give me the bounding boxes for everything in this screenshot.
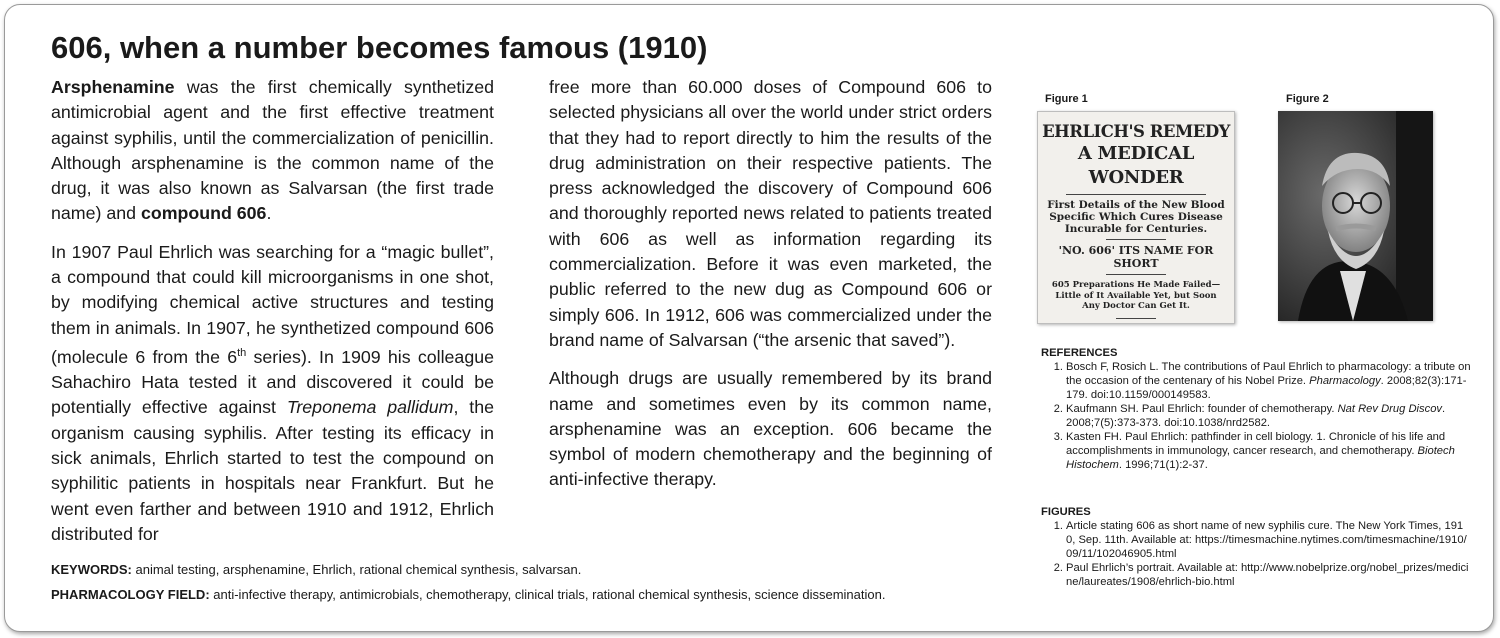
bold-term: compound 606 xyxy=(140,203,267,224)
reference-text: . 2008;7(5):373-373. doi:10.1038/nrd2582. xyxy=(1066,403,1446,429)
divider xyxy=(1116,318,1156,319)
paragraph-text: In 1907 Paul Ehrlich was searching for a “magic bullet”, a compound that could kill microorganisms in one shot, by modifying chemical active structures and testing them in animals. In 1907, he synthetized compound 606 (molecule 6 from the 6 xyxy=(51,241,494,367)
references-heading: REFERENCES xyxy=(1041,347,1118,359)
clipping-headline-1: EHRLICH'S REMEDY xyxy=(1042,122,1230,141)
clipping-line: Any Doctor Can Get It. xyxy=(1082,301,1190,311)
text-column-middle xyxy=(549,75,992,506)
journal-name: Nat Rev Drug Discov xyxy=(1337,403,1443,415)
reference-item xyxy=(1066,430,1471,472)
text-column-left xyxy=(51,75,494,560)
clipping-line: 605 Preparations He Made Failed— xyxy=(1051,280,1221,290)
references-list xyxy=(1041,360,1471,472)
clipping-subhead xyxy=(1038,199,1234,235)
figure-source-item: 2. Paul Ehrlich’s portrait. Available at: http://www.nobelprize.org/nobel_prizes/medicine/laureates/1908/ehrlich-bio.html xyxy=(1066,561,1471,589)
reference-text: . 1996;71(1):2-37. xyxy=(1118,459,1208,471)
figures-section xyxy=(1041,505,1471,589)
paragraph-text: was the first chemically synthetized antimicrobial agent and the first effective treatment against syphilis, until the commercialization of penicillin. Although arsphenamine is the common name of the drug, it was also known as Salvarsan (the first trade name) and xyxy=(51,77,494,224)
reference-text: Kasten FH. Paul Ehrlich: pathfinder in cell biology. 1. Chronicle of his life and accomplishments in immunology, cancer research, and chemotherapy. xyxy=(1066,431,1446,457)
clipping-line: Little of It Available Yet, but Soon xyxy=(1055,290,1217,301)
field-text: anti-infective therapy, antimicrobials, chemotherapy, clinical trials, rational chemical synthesis, science dissemination. xyxy=(209,587,886,602)
bold-term: Arsphenamine xyxy=(51,77,175,97)
newspaper-clipping-image xyxy=(1037,111,1235,324)
italic-term: Treponema pallidum xyxy=(286,397,454,418)
reference-text: . 2008;82(3):171-179. doi:10.1159/000149583. xyxy=(1066,375,1467,401)
page-title: 606, when a number becomes famous (1910) xyxy=(51,30,708,65)
portrait-photo xyxy=(1278,111,1433,321)
clipping-headline-2: A MEDICAL WONDER xyxy=(1077,143,1195,188)
figures-list xyxy=(1041,519,1471,589)
paragraph-distribution: free more than 60.000 doses of Compound 606 to selected physicians all over the world under strict orders that they had to report directly to him the results of the drug administration on their respective patients. The press acknowledged the discovery of Compound 606 and thoroughly reported news related to patients treated with 606 as well as information regarding its commercialization. Before it was even marketed, the public referred to the new dug as Compound 606 or simply 606. In 1912, 606 was commercialized under the brand name of Salvarsan (“the arsenic that saved”). xyxy=(549,77,992,350)
portrait-svg xyxy=(1278,111,1433,321)
keywords-label: KEYWORDS: xyxy=(51,562,132,577)
field-line xyxy=(51,587,885,602)
divider xyxy=(1066,194,1206,195)
divider xyxy=(1106,274,1166,275)
reference-text: Bosch F, Rosich L. The contributions of Paul Ehrlich to pharmacology: a tribute on the occasion of the centenary of his Nobel Prize. xyxy=(1066,361,1471,387)
clipping-small xyxy=(1038,280,1234,312)
clipping-line: Incurable for Centuries. xyxy=(1064,223,1208,235)
clipping-line: Specific Which Cures Disease xyxy=(1049,211,1223,223)
paragraph-intro xyxy=(51,75,494,227)
figure1-label: Figure 1 xyxy=(1045,93,1088,105)
figure2-label: Figure 2 xyxy=(1286,93,1329,105)
superscript: th xyxy=(237,346,247,359)
reference-text: Kaufmann SH. Paul Ehrlich: founder of chemotherapy. xyxy=(1066,403,1338,415)
reference-item xyxy=(1066,360,1471,402)
keywords-text: animal testing, arsphenamine, Ehrlich, rational chemical synthesis, salvarsan. xyxy=(131,562,582,577)
journal-name: Biotech Histochem xyxy=(1066,445,1455,471)
divider xyxy=(1106,239,1166,240)
references-section xyxy=(1041,346,1471,472)
paragraph-history xyxy=(51,240,494,547)
clipping-subhead-2: 'NO. 606' ITS NAME FOR SHORT xyxy=(1058,244,1214,270)
paragraph-text: . xyxy=(266,203,272,224)
figures-heading: FIGURES xyxy=(1041,506,1091,518)
journal-name: Pharmacology xyxy=(1309,375,1381,387)
field-label: PHARMACOLOGY FIELD: xyxy=(51,587,210,602)
paragraph-conclusion: Although drugs are usually remembered by its brand name and sometimes even by its common name, arsphenamine was an exception. 606 became the symbol of modern chemotherapy and the beginning of anti-infective therapy. xyxy=(549,368,992,490)
paragraph-text: series). In 1909 his colleague Sahachiro Hata tested it and discovered it could be potentially effective against xyxy=(51,346,494,418)
figure-source-item: 1. Article stating 606 as short name of new syphilis cure. The New York Times, 1910, Sep. 11th. Available at: https://timesmachine.nytimes.com/timesmachine/1910/09/11/102046905.html xyxy=(1066,519,1471,561)
reference-item xyxy=(1066,402,1471,430)
paragraph-text: , the organism causing syphilis. After testing its efficacy in sick animals, Ehrlich started to test the compound on syphilitic patients in hospitals near Frankfurt. But he went even farther and between 1910 and 1912, Ehrlich distributed for xyxy=(51,397,494,544)
keywords-line xyxy=(51,562,581,577)
clipping-line: First Details of the New Blood xyxy=(1047,199,1225,211)
